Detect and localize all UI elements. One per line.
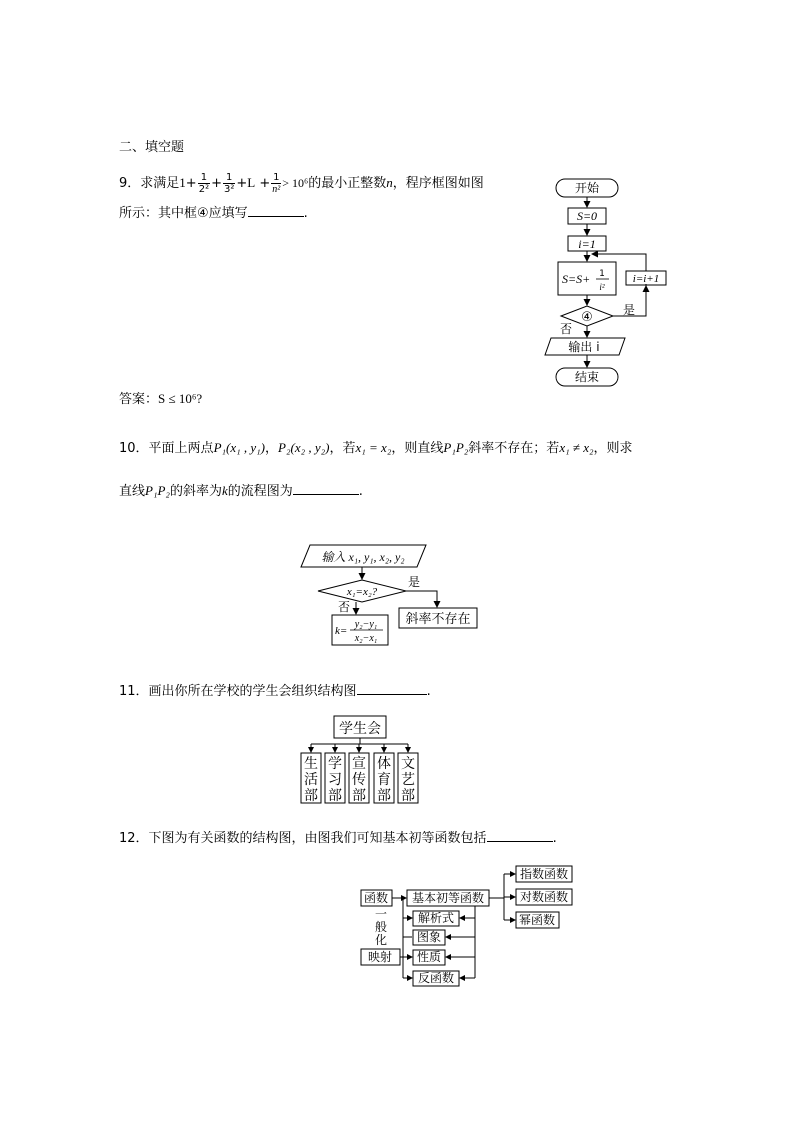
q10-text-a: 平面上两点 [148,441,214,456]
q10-cond-eq: x₁ = x₂ [355,440,392,455]
q12-function-diagram [356,860,578,992]
q10-yes-label: 是 [408,575,421,589]
q12-generalize-text: 一般化 [374,907,388,947]
flow-end-label: 结束 [574,370,600,384]
q12-type-label-2: 对数函数 [519,890,569,904]
q10-text-b: ，若 [329,441,356,456]
q10-sep: ， [265,441,279,456]
q12-part-label-1: 解析式 [417,911,455,925]
flow-condition-label: ④ [581,310,593,325]
q10-p2: P₂(x₂ , y₂) [278,440,330,455]
q12-basic-label: 基本初等函数 [411,891,485,905]
q9-blank[interactable] [248,203,304,217]
q9-frac-third: $\frac{1}{\text{3²}}$ [223,172,235,195]
q9-line1: 9．求满足1+ $\frac{1}{\text{2²}}$ + $\frac{1}{\text{3²}}$ +L + $\frac{1}{\text{n²}}$ > 10⁶的最小正整数n，程序框图如图 [119,172,484,195]
q11-root-label: 学生会 [339,721,381,737]
q10-line2-a: 直线 [119,484,146,499]
q12-text: 下图为有关函数的结构图，由图我们可知基本初等函数包括 [148,831,487,846]
flow-increment-label: i=i+1 [632,273,660,285]
q12-number: 12． [119,831,149,846]
q10-text-e: ，则求 [593,441,633,456]
flow-start-label: 开始 [574,181,600,195]
q12-end: . [552,831,557,846]
q12-generalize-label [375,907,387,947]
q12-part-label-2: 图象 [416,930,442,944]
q10-blank[interactable] [293,481,359,495]
flow-output-label: 输出 i [568,340,600,354]
q9-number: 9． [119,176,141,191]
q10-line2-end: . [358,484,363,499]
q10-input-label: 输入 x₁, y₁, x₂, y₂ [321,550,405,564]
q9-line2-end: . [303,206,308,221]
q9-inequality: > 10⁶ [282,176,309,190]
q12-types [519,866,568,927]
q11-number: 11． [119,684,149,699]
flow-no-label: 否 [560,322,573,336]
flow-init-i-label: i=1 [578,237,596,251]
q9-answer [119,390,202,409]
q9-text-post: 的最小正整数 [308,176,387,191]
q9-text-tail: ，程序框图如图 [392,176,484,191]
q12-part-label-3: 性质 [416,950,442,964]
q10-text-c: ，则直线 [391,441,444,456]
q12-line [119,828,557,848]
q11-department-label-3: 宣传部 [352,756,366,804]
flow-update-prefix: S=S+ [562,272,591,286]
q9-text-pre: 求满足 [140,176,180,191]
q10-line2-k: k [221,483,228,498]
q12-mapping-label: 映射 [367,950,393,964]
q9-term-1: 1 [179,175,186,190]
q11-blank[interactable] [357,681,427,695]
q9-line2 [119,203,308,223]
q10-line1 [119,439,633,458]
q10-p1: P₁(x₁ , y₁) [213,440,266,455]
flow-update-num: 1 [599,269,605,279]
q11-department-label-2: 学习部 [328,756,342,804]
q10-no-label: 否 [338,600,351,614]
q10-slope-den: x₂−x₁ [354,633,378,644]
flow-update-den: i² [599,282,605,292]
q11-end: . [426,684,431,699]
q9-frac-half: $\frac{1}{\text{2²}}$ [198,172,210,195]
q11-line [119,681,431,701]
q10-line2-b: 的斜率为 [169,484,222,499]
q12-blank[interactable] [487,828,553,842]
q11-department-label-1: 生活部 [304,756,318,804]
flow-yes-label: 是 [623,303,636,317]
section-title: 二、填空题 [119,140,185,155]
q12-type-label-3: 幂函数 [518,913,556,927]
q11-department-label-5: 文艺部 [401,756,415,804]
q9-answer-value: S ≤ 10⁶? [158,391,203,406]
flow-init-s-label: S=0 [576,209,598,223]
q11-org-chart [296,714,426,806]
q10-no-slope-label: 斜率不存在 [405,612,471,627]
q12-parts [417,910,454,985]
q10-line-name: P₁P₂ [443,440,469,455]
q12-type-label-1: 指数函数 [519,867,569,881]
q12-function-label: 函数 [363,891,389,905]
q12-part-label-4: 反函数 [417,971,455,985]
q9-ellipsis: L [247,175,256,190]
q10-line2 [119,481,363,501]
q11-text: 画出你所在学校的学生会组织结构图 [148,684,357,699]
q10-cond-neq: x₁ ≠ x₂ [559,440,594,455]
q10-slope-k: k= [335,625,348,637]
q9-line2-text: 所示：其中框④应填写 [119,206,248,221]
q9-frac-n: $\frac{1}{\text{n²}}$ [272,172,281,195]
q11-department-label-4: 体育部 [377,756,391,804]
q9-var-n: n [386,175,393,190]
q10-slope-num: y₂−y₁ [354,619,378,630]
q10-line2-c: 的流程图为 [227,484,293,499]
q10-number: 10． [119,441,149,456]
q10-flowchart [296,540,486,652]
q10-text-d: 斜率不存在；若 [468,441,560,456]
q10-decision-label: x₁=x₂? [346,586,378,598]
q9-flowchart [520,170,680,392]
q9-answer-label: 答案： [119,392,159,407]
q10-line2-line: P₁P₂ [145,483,170,498]
